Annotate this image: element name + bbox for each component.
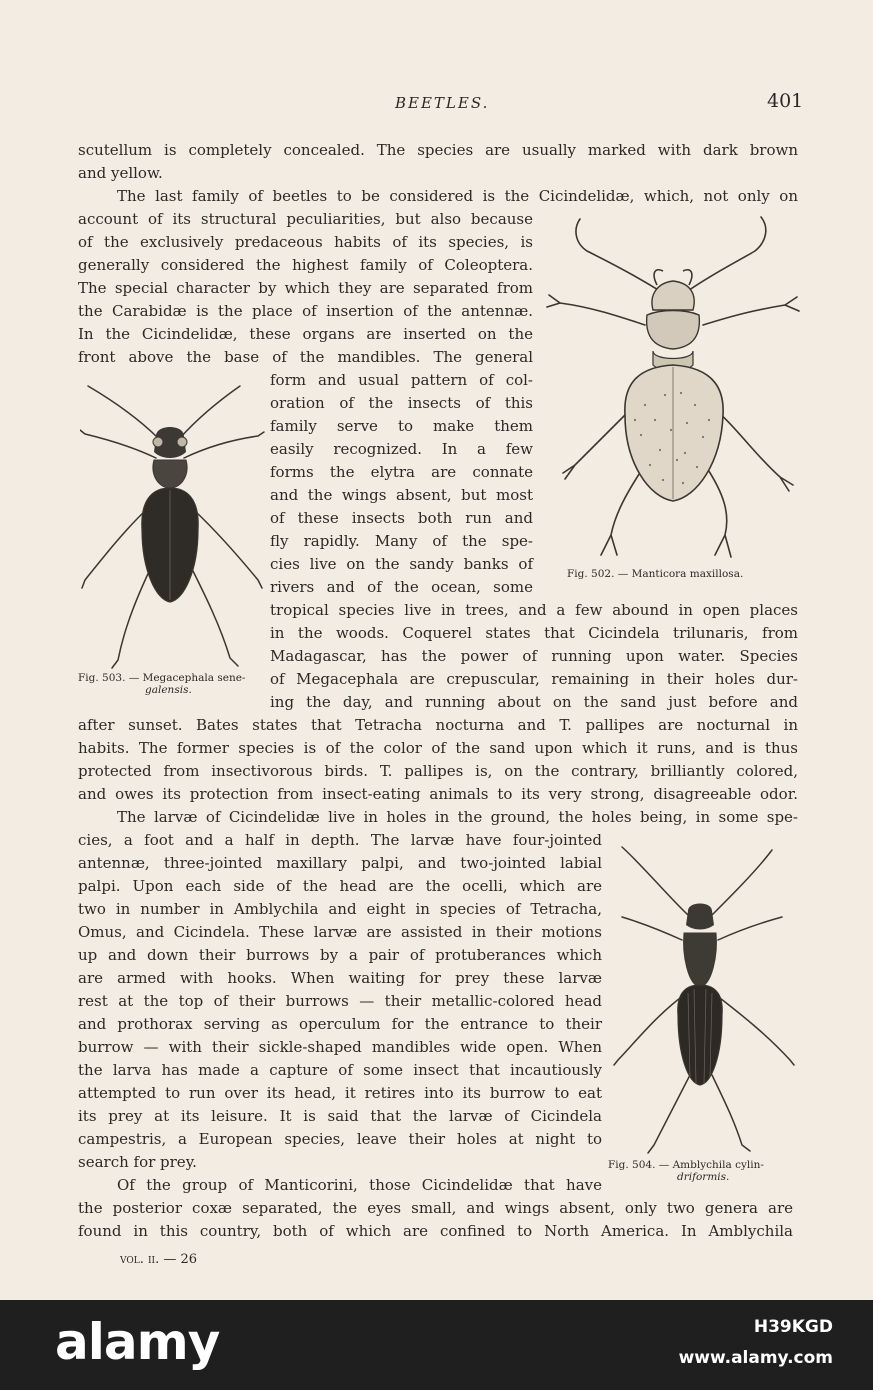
- text-line: account of its structural peculiarities, but also because: [78, 210, 533, 228]
- text-line: antennæ, three-jointed maxillary palpi, and two-jointed labial: [78, 854, 602, 872]
- text-line: attempted to run over its head, it retires into its burrow to eat: [78, 1084, 602, 1102]
- text-line: the Carabidæ is the place of insertion of the antennæ.: [78, 302, 533, 320]
- figure-503-caption-line-1: Fig. 503. — Megacephala sene-: [78, 672, 246, 684]
- signature-mark: vol. ii. — 26: [120, 1252, 198, 1267]
- text-line: The larvæ of Cicindelidæ live in holes in the ground, the holes being, in some spe-: [117, 808, 798, 826]
- text-line: protected from insectivorous birds. T. pallipes is, on the contrary, brilliantly colored,: [78, 762, 798, 780]
- page-number: 401: [767, 90, 804, 112]
- text-line: family serve to make them: [270, 417, 533, 435]
- text-line: the larva has made a capture of some insect that incautiously: [78, 1061, 602, 1079]
- text-line: and owes its protection from insect-eating animals to its very strong, disagreeable odor.: [78, 785, 798, 803]
- image-id: H39KGD: [753, 1317, 833, 1337]
- text-line: of the exclusively predaceous habits of its species, is: [78, 233, 533, 251]
- text-line: The last family of beetles to be considered is the Cicindelidæ, which, not only on: [117, 187, 798, 205]
- text-line: easily recognized. In a few: [270, 440, 533, 458]
- text-line: the posterior coxæ separated, the eyes small, and wings absent, only two genera are: [78, 1199, 793, 1217]
- text-line: habits. The former species is of the color of the sand upon which it runs, and is thus: [78, 739, 798, 757]
- text-line: up and down their burrows by a pair of protuberances which: [78, 946, 602, 964]
- text-line: and the wings absent, but most: [270, 486, 533, 504]
- text-line: In the Cicindelidæ, these organs are inserted on the: [78, 325, 533, 343]
- text-line: two in number in Amblychila and eight in species of Tetracha,: [78, 900, 602, 918]
- text-line: Omus, and Cicindela. These larvæ are assisted in their motions: [78, 923, 602, 941]
- text-line: Madagascar, has the power of running upon water. Species: [270, 647, 798, 665]
- text-line: search for prey.: [78, 1153, 197, 1171]
- alamy-logo: alamy: [55, 1313, 220, 1371]
- text-line: its prey at its leisure. It is said that the larvæ of Cicindela: [78, 1107, 602, 1125]
- amblychila-beetle-illustration: [612, 845, 797, 1155]
- text-line: in the woods. Coquerel states that Cicindela trilunaris, from: [270, 624, 798, 642]
- text-line: of these insects both run and: [270, 509, 533, 527]
- figure-504-caption-line-1: Fig. 504. — Amblychila cylin-: [608, 1159, 764, 1171]
- text-line: fly rapidly. Many of the spe-: [270, 532, 533, 550]
- text-line: rivers and of the ocean, some: [270, 578, 533, 596]
- text-line: The special character by which they are separated from: [78, 279, 533, 297]
- text-line: rest at the top of their burrows — their metallic-colored head: [78, 992, 602, 1010]
- text-line: are armed with hooks. When waiting for prey these larvæ: [78, 969, 602, 987]
- manticora-beetle-illustration: [545, 215, 800, 565]
- text-line: of Megacephala are crepuscular, remaining in their holes dur-: [270, 670, 798, 688]
- watermark-bar: [0, 1300, 873, 1390]
- megacephala-beetle-illustration: [80, 380, 265, 670]
- text-line: forms the elytra are connate: [270, 463, 533, 481]
- text-line: palpi. Upon each side of the head are the ocelli, which are: [78, 877, 602, 895]
- text-line: found in this country, both of which are confined to North America. In Amblychila: [78, 1222, 793, 1240]
- text-line: front above the base of the mandibles. The general: [78, 348, 533, 366]
- text-line: campestris, a European species, leave their holes at night to: [78, 1130, 602, 1148]
- text-line: and prothorax serving as operculum for the entrance to their: [78, 1015, 602, 1033]
- text-line: after sunset. Bates states that Tetracha nocturna and T. pallipes are nocturnal in: [78, 716, 798, 734]
- figure-502-caption: Fig. 502. — Manticora maxillosa.: [567, 568, 744, 580]
- text-line: cies live on the sandy banks of: [270, 555, 533, 573]
- text-line: and yellow.: [78, 164, 163, 182]
- text-line: scutellum is completely concealed. The species are usually marked with dark brown: [78, 141, 798, 159]
- text-line: ing the day, and running about on the sand just before and: [270, 693, 798, 711]
- text-line: tropical species live in trees, and a few abound in open places: [270, 601, 798, 619]
- text-line: Of the group of Manticorini, those Cicindelidæ that have: [117, 1176, 602, 1194]
- text-line: generally considered the highest family of Coleoptera.: [78, 256, 533, 274]
- text-line: burrow — with their sickle-shaped mandibles wide open. When: [78, 1038, 602, 1056]
- figure-504-caption-line-2: driformis.: [677, 1171, 730, 1183]
- text-line: cies, a foot and a half in depth. The larvæ have four-jointed: [78, 831, 602, 849]
- figure-503-caption-line-2: galensis.: [145, 684, 192, 696]
- text-line: form and usual pattern of col-: [270, 371, 533, 389]
- watermark-url: www.alamy.com: [678, 1348, 833, 1368]
- running-title: BEETLES.: [395, 94, 490, 112]
- text-line: oration of the insects of this: [270, 394, 533, 412]
